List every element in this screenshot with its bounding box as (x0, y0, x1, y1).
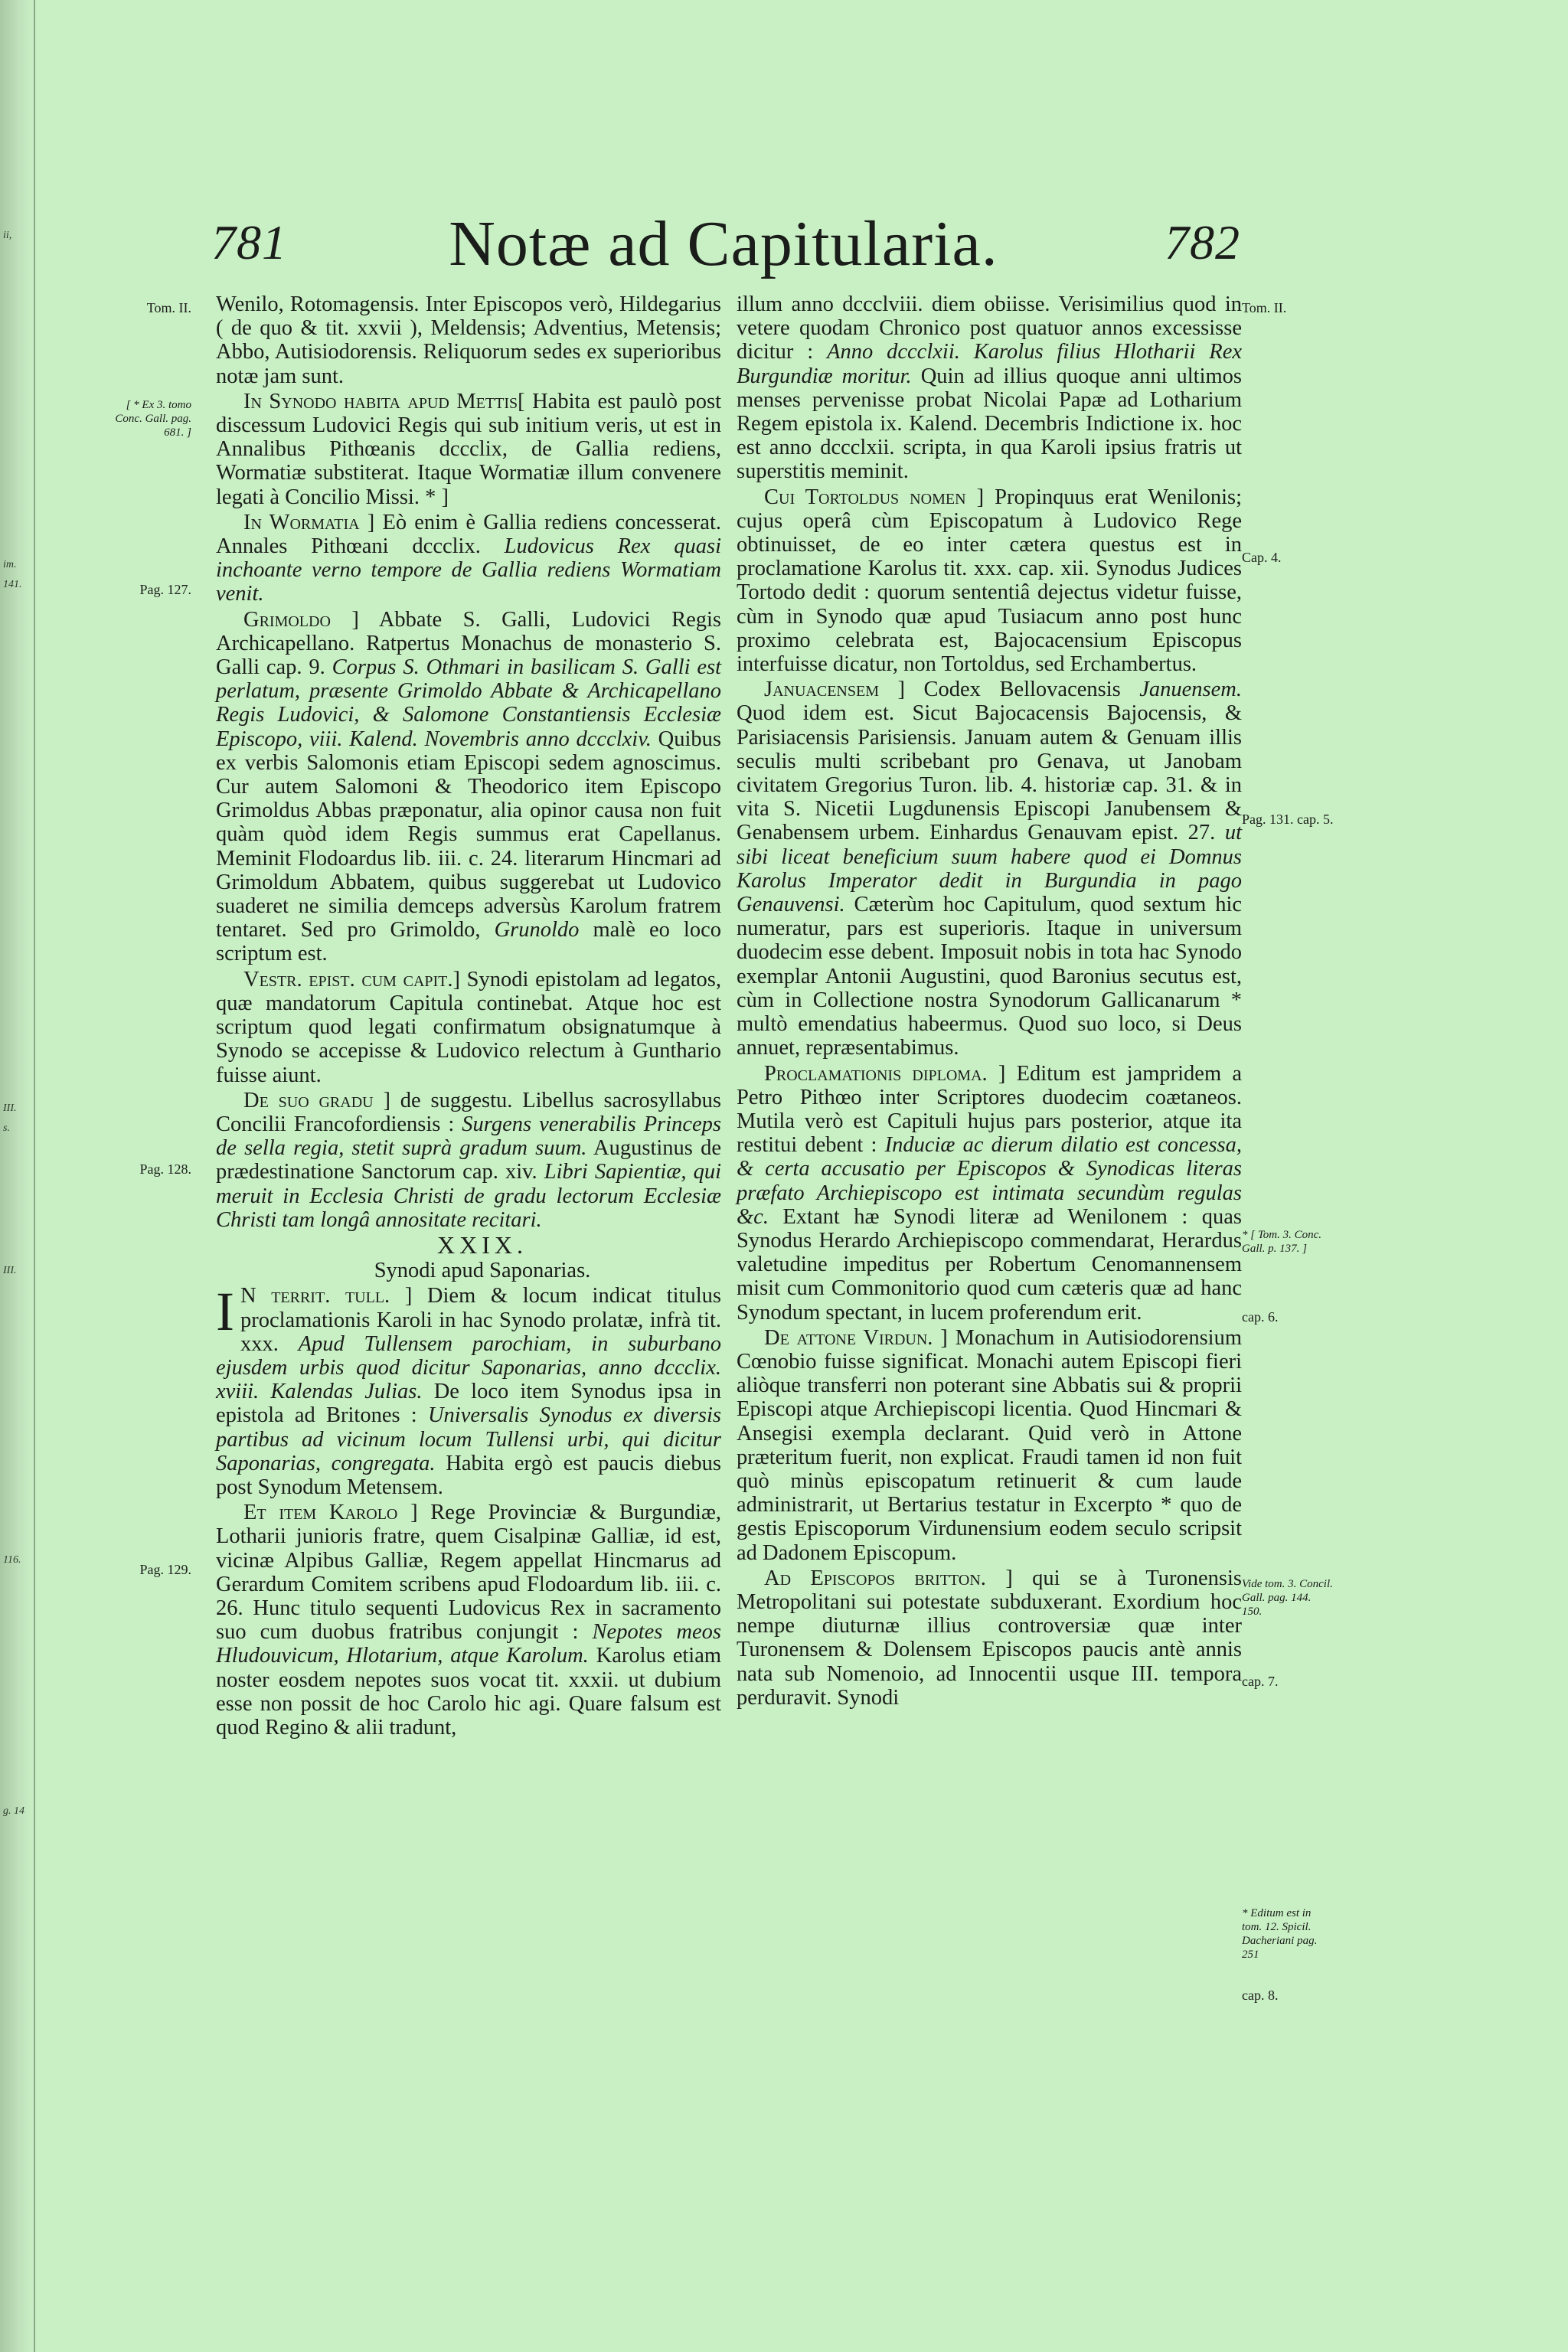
margin-note-left: Pag. 129. (139, 1562, 191, 1577)
paragraph (216, 968, 721, 1087)
lemma: De suo gradu (243, 1088, 374, 1112)
paragraph-text: ] Monachum in Autisiodorensium Cœnobio fuisse significat. Monachi autem Episcopi fieri aliòque transferri non poterant sine Abbatis sui & proprii Episcopi atque Archiepiscopi licentia. Quod Hincmari & Ansegisi exempla declarant. Quid verò in Attone præteritum fuerit, non explicat. Fraudi tamen id non fuit quò minùs episcopatum retinuerit & cum laude administrarit, ut Bertarius testatur in Excerpto * quo de gestis Episcoporum Virdunensium eodem seculo scripsit ad Dadonem Episcopum. (737, 1325, 1242, 1565)
paragraph-text: illum anno dccclviii. diem obiisse. Verisimilius quod in vetere quodam Chronico post quatuor annos excessisse dicitur : (737, 292, 1242, 364)
text-column-left (216, 292, 721, 1741)
quotation: Universalis Synodus ex diversis partibus ad vicinum locum Tullensi urbi, qui dicitur Saponarias, congregata. (216, 1403, 722, 1475)
binding-mark: III. (3, 1265, 17, 1276)
quotation: Induciæ ac dierum dilatio est concessa, & certa accusatio per Episcopos & Synodicas literas præfato Archiepiscopo est intimata secundùm regulas &c. (737, 1133, 1243, 1229)
paragraph-text: Cæterùm hoc Capitulum, quod sextum hic numeratur, pars est superioris. Itaque in universum duodecim esse debent. Imposuit nobis in tota hac Synodo exemplar Antonii Augustini, quod Baronius secutus est, cùm in Collectione nostra Synodorum Gallicanarum * multò emendatius habeermus. Quod suo loco, si Deus annuet, repræsentabimus. (737, 893, 1243, 1060)
paragraph (737, 1326, 1242, 1565)
paragraph-text: ] Abbate S. Galli, Ludovici Regis Archicapellano. Ratpertus Monachus de monasterio S. Galli cap. 9. (216, 607, 721, 680)
quotation: Corpus S. Othmari in basilicam S. Galli est perlatum, præsente Grimoldo Abbate & Archicapellano Regis Ludovici, & Salomone Constantiensis Ecclesiæ Episcopo, viii. Kalend. Novembris anno dccclxiv. (216, 655, 721, 751)
paragraph (216, 608, 721, 966)
quotation: Surgens venerabilis Princeps de sella regia, stetit suprà gradum suum. (216, 1112, 722, 1161)
paragraph-text: ] Diem & locum indicat titulus proclamationis Karoli in hac Synodo prolatæ, infrà tit. xxx. (240, 1284, 722, 1356)
margin-note-left: Pag. 128. (139, 1161, 191, 1177)
paragraph (216, 1281, 722, 1499)
paragraph (737, 485, 1242, 677)
paragraph-text: Extant hæ Synodi literæ ad Wenilonem : quas Synodus Herardo Archiepiscopo commendarat, Herardus valetudine impeditus per Robertum Cenomannensem misit cum Commonitorio quod cum cæteris quæ ad hanc Synodum spectant, in lucem proferendum erit. (737, 1204, 1242, 1325)
drop-cap: I (216, 1281, 234, 1343)
margin-note-right: Cap. 4. (1242, 550, 1282, 565)
margin-note-left: Pag. 127. (139, 582, 191, 597)
quotation: Apud Tullensem parochiam, in suburbano ejusdem urbis quod dicitur Saponarias, anno dccclix. xviii. Kalendas Julias. (216, 1331, 722, 1404)
paragraph-text: ] Propinquus erat Wenilonis; cujus operâ cùm Episcopatum à Ludovico Rege obtinuisset, de eo inter cætera questus est in proclamatione Karolus tit. xxx. cap. xii. Synodus Judices Tortodo dedit : quorum sententiâ dejectus videtur fuisse, cùm in Synodo quæ apud Tusiacum anno post hunc proximo celebrata est, Bajocacensium Episcopus interfuisse dicatur, non Tortoldus, sed Erchambertus. (737, 485, 1243, 677)
quotation: Ludovicus Rex quasi inchoante verno tempore de Gallia rediens Wormatiam venit. (216, 534, 721, 606)
binding-mark: g. 14 (3, 1805, 24, 1817)
paragraph-text: ] Codex Bellovacensis (897, 678, 1121, 702)
page-header (207, 207, 1240, 283)
lemma: In Synodo habita apud Mettis (243, 389, 518, 413)
paragraph (216, 1501, 721, 1740)
quotation: Nepotes meos Hludouvicum, Hlotarium, atque Karolum. (216, 1620, 722, 1668)
paragraph-text: malè eo loco scriptum est. (216, 918, 722, 966)
paragraph-text: De loco item Synodus ipsa in epistola ad Britones : (216, 1380, 721, 1428)
lemma: Proclamationis diploma. (764, 1061, 988, 1086)
page-number-right: 782 (1165, 215, 1240, 270)
quotation: Grunoldo (494, 918, 580, 942)
lemma: Grimoldo (243, 607, 331, 632)
binding-mark: III. (3, 1102, 17, 1114)
paragraph (216, 1089, 721, 1232)
paragraph-text: Augustinus de prædestinatione Sanctorum cap. xiv. (216, 1136, 721, 1184)
paragraph-text: Quod idem est. Sicut Bajocacensis Bajocensis, & Parisiacensis Parisiensis. Januam autem & Genuam illis seculis multi scribebant pro Genava, ut Janobam civitatem Gregorius Turon. lib. 4. historiæ cap. 31. & in vita S. Nicetii Lugdunensis Episcopi Janubensem & Genabensem urbem. Einhardus Genauvam epist. 27. (737, 701, 1242, 845)
text-column-right (737, 292, 1242, 1711)
paragraph-text: ] qui se à Turonensis Metropolitani sui potestate subduxerant. Exordium hoc nempe diuturnæ illius controversiæ quæ inter Turonensem & Dolensem Episcopos paucis antè annis nata sub Nomenoio, ad Innocentii usque III. tempora perduravit. Synodi (737, 1566, 1243, 1710)
binding-mark: s. (3, 1122, 10, 1134)
paragraph (737, 1566, 1242, 1710)
margin-note-left: [ * Ex 3. tomo Conc. Gall. pag. 681. ] (115, 399, 191, 439)
paragraph-text: ] Rege Provinciæ & Burgundiæ, Lotharii junioris fratre, quem Cisalpinæ Galliæ, id est, vicinæ Alpibus Galliæ, Regem appellat Hincmarus ad Gerardum Comitem scribens apud Flodoardum lib. iii. c. 26. Hunc titulo sequenti Ludovicus Rex in sacramento suo cum duobus fratribus conjungit : (216, 1501, 721, 1645)
binding-mark: 141. (3, 579, 22, 590)
lemma: Et item Karolo (243, 1501, 398, 1525)
paragraph-text: ] de suggestu. Libellus sacrosyllabus Concilii Francofordiensis : (216, 1088, 721, 1136)
lemma: De attone Virdun. (764, 1325, 933, 1350)
quotation: Januensem. (1139, 678, 1242, 702)
quotation: ut sibi liceat beneficium suum habere quod ei Domnus Karolus Imperator dedit in Burgundia in pago Genauvensi. (737, 821, 1243, 917)
chapter-title: Synodi apud Saponarias. (374, 1259, 591, 1283)
binding-mark: im. (3, 559, 17, 570)
margin-note-left: Tom. II. (146, 300, 191, 315)
paragraph: Wenilo, Rotomagensis. Inter Episcopos verò, Hildegarius ( de quo & tit. xxvii ), Meldensis; Adventius, Metensis; Abbo, Autisiodorensis. Reliquorum sedes ex superioribus notæ jam sunt. (216, 292, 721, 388)
chapter-number: XXIX. (437, 1230, 528, 1259)
binding-mark: 116. (3, 1554, 21, 1566)
margin-note-right: Tom. II. (1242, 300, 1287, 315)
paragraph-text: Quibus ex verbis Salomonis etiam Episcopi sedem agnoscimus. Cur autem Salomoni & Theodorico item Episcopo Grimoldus Abbas præponatur, alia opinor causa non fuit quàm quòd idem Regis summus erat Capellanus. Meminit Flodoardus lib. iii. c. 24. literarum Hincmari ad Grimoldum Abbatem, quibus suggerebat ut Ludovico suaderet ne similia demceps adversùs Karolum fratrem tentaret. Sed pro Grimoldo, (216, 727, 722, 942)
paragraph (737, 1062, 1242, 1325)
margin-note-right: * Editum est in tom. 12. Spicil. Dacheriani pag. 251 (1242, 1907, 1318, 1961)
margin-note-right: cap. 8. (1242, 1988, 1279, 2003)
paragraph-text: Quin ad illius quoque anni ultimos menses pervenisse probat Nicolai Papæ ad Lotharium Regem epistola ix. Kalend. Decembris Indictione ix. hoc est anno dccclxii. scripta, in qua Karoli ipsius fratris ut superstitis meminit. (737, 364, 1243, 484)
paragraph-text: ] Editum est jampridem a Petro Pithœo inter Scriptores duodecim coætaneos. Mutila verò est Capituli hujus pars posterior, atque ita restitui debent : (737, 1061, 1242, 1158)
lemma: N territ. tull. (240, 1284, 390, 1308)
lemma: Januacensem (764, 678, 879, 702)
margin-note-right: cap. 7. (1242, 1674, 1279, 1689)
paragraph (216, 390, 721, 509)
paragraph-text: [ Habita est paulò post discessum Ludovici Regis qui sub initium veris, ut est in Annalibus Pithœanis dccclix, de Gallia rediens, Wormatiæ substiterat. Itaque Wormatiæ illum convenere legati à Concilio Missi. * ] (216, 389, 721, 509)
binding-mark: ii, (3, 230, 12, 241)
margin-note-right: * [ Tom. 3. Conc. Gall. p. 137. ] (1242, 1229, 1322, 1255)
book-binding-edge (0, 0, 35, 2352)
lemma: Cui Tortoldus nomen (764, 485, 966, 509)
paragraph (737, 678, 1242, 1060)
page-title: Notæ ad Capitularia. (449, 208, 998, 279)
lemma: Ad Episcopos britton. (764, 1566, 986, 1590)
quotation: Libri Sapientiæ, qui meruit in Ecclesia Christi de gradu lectorum Ecclesiæ Christi tam longâ annositate recitari. (216, 1160, 721, 1232)
paragraph-text: ] Synodi epistolam ad legatos, quæ mandatorum Capitula continebat. Atque hoc est scriptum quod legati confirmatum obsignatumque à Synodo se accepisse & Ludovico relectum à Gunthario fuisse aiunt. (216, 967, 721, 1087)
paragraph-text: Habita ergò est paucis diebus post Synodum Metensem. (216, 1451, 721, 1499)
page-number-left: 781 (211, 215, 287, 270)
paragraph-text: ] Eò enim è Gallia rediens concesserat. Annales Pithœani dccclix. (216, 510, 721, 559)
lemma: Vestr. epist. cum capit. (243, 967, 453, 991)
paragraph (216, 511, 721, 606)
quotation: Anno dccclxii. Karolus filius Hlotharii Rex Burgundiæ moritur. (737, 340, 1242, 388)
lemma: In Wormatia (243, 510, 360, 534)
paragraph (737, 292, 1242, 484)
margin-note-right: Vide tom. 3. Concil. Gall. pag. 144. 150. (1242, 1578, 1333, 1618)
paragraph-text: Karolus etiam noster eosdem nepotes suos vocat tit. xxxii. ut dubium esse non possit de hoc Carolo hic agi. Quare falsum est quod Regino & alii tradunt, (216, 1644, 722, 1740)
margin-note-right: Pag. 131. cap. 5. (1242, 812, 1334, 827)
margin-note-right: cap. 6. (1242, 1309, 1279, 1325)
